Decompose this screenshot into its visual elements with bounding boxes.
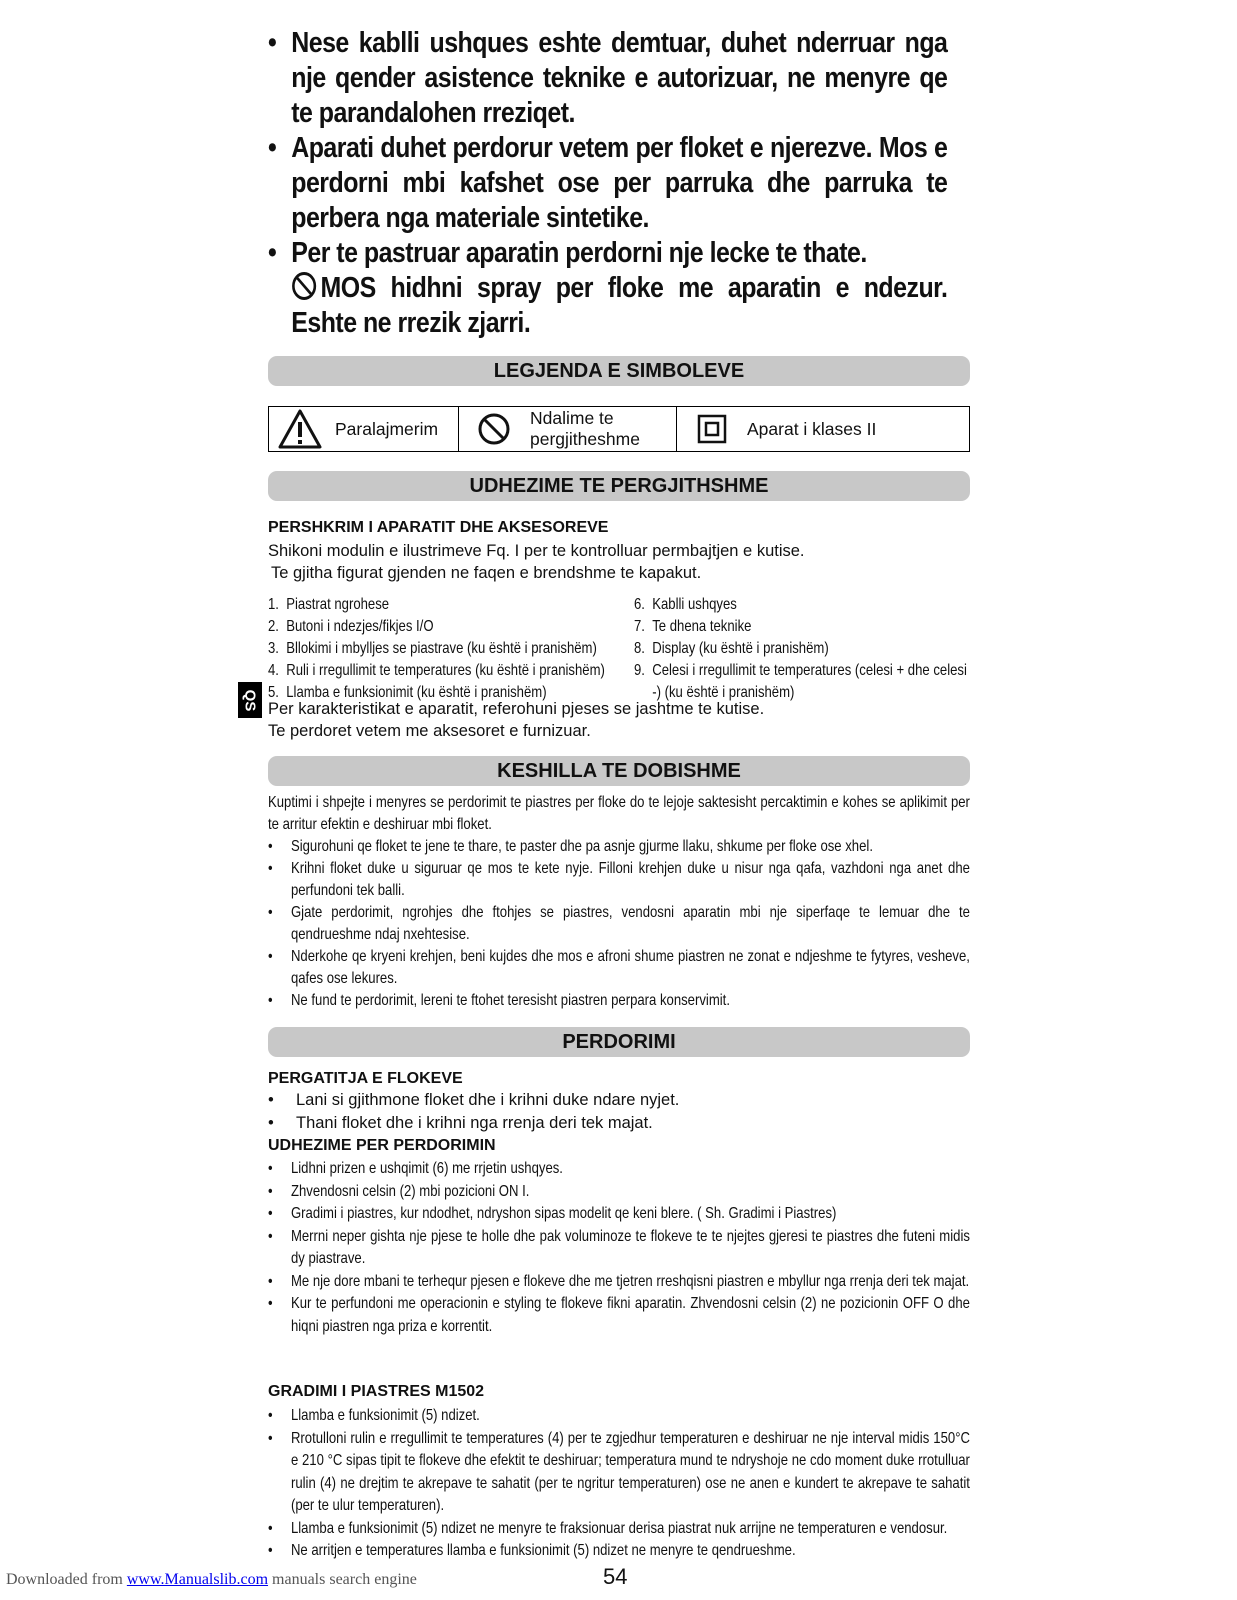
list-item: 5. Llamba e funksionimit (ku është i pranishëm) [268,684,547,701]
description-text: Per karakteristikat e aparatit, referohuni pjeses se jashtme te kutise. [268,700,765,718]
legend-label: Paralajmerim [335,418,439,439]
list-item: 4. Ruli i rregullimit te temperatures (ku është i pranishëm) [268,662,605,679]
grad-bullet: • Rrotulloni rulin e rregullimit te temperatures (4) per te zgjedhur temperaturen e deshiruar ne nje interval midis 150°C e 210 °C sipas tipit te flokeve dhe efektit te deshiruar; temperatura mund te ndryshoje ne cdo moment duke rrotulluar rulin (4) ne drejtim te akrepave te sahatit (per te ngritur temperaturen) ose ne anen e kundert te akrepave te sahatit (per te ulur temperaturen). [268,1429,970,1514]
tips-header: KESHILLA TE DOBISHME [268,756,970,786]
grad-bullet: • Llamba e funksionimit (5) ndizet ne menyre te fraksionuar derisa piastrat nuk arrijne ne temperaturen e vendosur. [268,1519,948,1537]
description-text: Te gjitha figurat gjenden ne faqen e brendshme te kapakut. [271,564,702,582]
prep-subtitle: PERGATITJA E FLOKEVE [268,1070,463,1087]
prep-bullet: • Thani floket dhe i krihni nga rrenja deri tek majat. [268,1113,653,1132]
parts-list-right [634,594,967,704]
warning-triangle-icon [277,408,323,450]
prohibition-icon [291,271,317,301]
legend-prohibition-cell [459,407,677,451]
symbol-legend-table [268,406,970,452]
legend-class-ii-cell [677,407,969,451]
list-item: 9. Celesi i rregullimit te temperatures (celesi + dhe celesi [634,662,967,679]
grad-list [268,1405,970,1563]
class-ii-icon [697,414,727,444]
tip-bullet: • Nderkohe qe kryeni krehjen, beni kujdes dhe mos e afroni shume piastren ne zonat e ndjeshme te fytyres, vesheve, qafes ose lekures. [268,948,970,987]
instr-bullet: • Gradimi i piastres, kur ndodhet, ndryshon sipas modelit qe keni blere. ( Sh. Gradimi i Piastres) [268,1205,837,1222]
warning-bullet: • Nese kablli ushques eshte demtuar, duhet nderruar nga nje qender asistence teknike e autorizuar, ne menyre qe te parandalohen rreziqet. [268,27,948,129]
instr-bullet: • Zhvendosni celsin (2) mbi pozicioni ON I. [268,1182,530,1200]
tips-intro: Kuptimi i shpejte i menyres se perdorimit te piastres per floke do te lejoje saktesisht percaktimin e kohes se aplikimit per te arritur efektin e deshiruar mbi floket. [268,794,970,833]
instr-list [268,1158,970,1338]
description-subtitle: PERSHKRIM I APARATIT DHE AKSESOREVE [268,519,609,536]
general-header: UDHEZIME TE PERGJITHSHME [268,471,970,501]
fire-warning: MOS hidhni spray per floke me aparatin e ndezur. Eshte ne rrezik zjarri. [291,272,948,339]
list-item: 1. Piastrat ngrohese [268,596,390,613]
description-text: Te perdoret vetem me aksesoret e furnizuar. [268,722,591,740]
instr-bullet: • Kur te perfundoni me operacionin e styling te flokeve fikni aparatin. Zhvendosni celsin (2) ne pozicionin OFF O dhe hiqni piastren nga priza e korrentit. [268,1295,970,1335]
usage-header: PERDORIMI [268,1027,970,1057]
tip-bullet: • Sigurohuni qe floket te jene te thare, te paster dhe pa asnje gjurme llaku, shkume per floke ose xhel. [268,838,873,855]
list-item: 2. Butoni i ndezjes/fikjes I/O [268,618,434,635]
grad-subtitle: GRADIMI I PIASTRES M1502 [268,1383,485,1400]
language-side-tab: QS [238,682,262,718]
prep-bullet: • Lani si gjithmone floket dhe i krihni duke ndare nyjet. [268,1091,680,1109]
instr-subtitle: UDHEZIME PER PERDORIMIN [268,1137,496,1154]
page-number: 54 [603,1564,628,1589]
legend-warning-cell [269,407,459,451]
parts-list-left [268,594,605,704]
list-item: -) (ku është i pranishëm) [634,684,795,701]
warning-bullet: • Aparati duhet perdorur vetem per floket e njerezve. Mos e perdorni mbi kafshet ose per parruka dhe parruka te perbera nga materiale sintetike. [268,132,948,234]
tip-bullet: • Ne fund te perdorimit, lereni te ftohet teresisht piastren perpara konservimit. [268,992,730,1009]
list-item: 3. Bllokimi i mbylljes se piastrave (ku është i pranishëm) [268,640,597,657]
grad-bullet: • Llamba e funksionimit (5) ndizet. [268,1407,480,1424]
grad-bullet: • Ne arritjen e temperatures llamba e funksionimit (5) ndizet ne menyre te qendrueshme. [268,1542,796,1559]
instr-bullet: • Me nje dore mbani te terhequr pjesen e flokeve dhe me tjetren rreshqisni piastren e mbyllur nga rrenja deri tek majat. [268,1272,970,1290]
list-item: 7. Te dhena teknike [634,618,752,635]
tip-bullet: • Gjate perdorimit, ngrohjes dhe ftohjes se piastres, vendosni aparatin mbi nje siperfaqe te lemuar dhe te qendrueshme ndaj nxehtesise. [268,904,970,943]
legend-label: Aparat i klases II [747,418,877,439]
instr-bullet: • Merrni neper gishta nje pjese te holle dhe pak voluminoze te flokeve te te njejtes gjeresi te piastres dhe futeni midis dy piastrave. [268,1227,970,1267]
instr-bullet: • Lidhni prizen e ushqimit (6) me rrjetin ushqyes. [268,1160,563,1177]
manualslib-link[interactable]: www.Manualslib.com [126,1571,269,1588]
download-footer: Downloaded from www.Manualslib.com manuals search engine [6,1571,417,1588]
top-warnings [268,26,948,341]
prep-list [268,1089,970,1134]
prohibition-icon [477,412,511,446]
list-item: 6. Kablli ushqyes [634,596,737,613]
tips-section [268,792,970,1012]
warning-bullet: • Per te pastruar aparatin perdorni nje lecke te thate. [268,237,867,269]
description-text: Shikoni modulin e ilustrimeve Fq. I per te kontrolluar permbajtjen e kutise. [268,542,805,560]
legend-header: LEGJENDA E SIMBOLEVE [268,356,970,386]
list-item: 8. Display (ku është i pranishëm) [634,640,829,657]
tip-bullet: • Krihni floket duke u siguruar qe mos te kete nyje. Filloni krehjen duke u nisur nga qafa, vazhdoni nga anet dhe perfundoni tek balli. [268,860,970,899]
legend-label: Ndalime te pergjitheshme [530,408,640,449]
